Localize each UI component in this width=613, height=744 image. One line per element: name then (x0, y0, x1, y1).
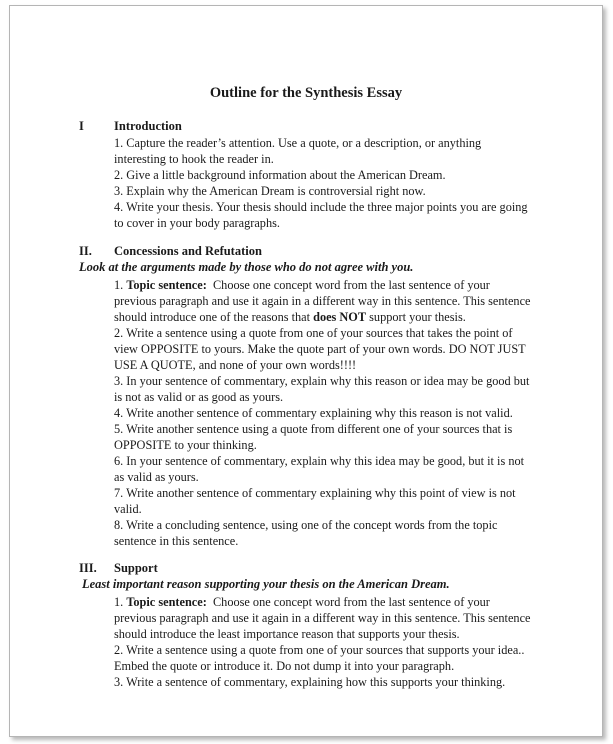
item-text: Choose one concept word from the last sentence of your previous paragraph and use it again in a different way in this sentence. This sentence should introduce one of the reasons that (114, 278, 531, 324)
section-items (114, 135, 534, 231)
section-items (114, 594, 534, 690)
section-heading: Concessions and Refutation (114, 244, 262, 258)
list-item (114, 594, 534, 642)
document-page (9, 5, 603, 737)
list-item: 2. Write a sentence using a quote from one of your sources that supports your idea.. Embed the quote or introduce it. Do not dump it into your paragraph. (114, 643, 525, 673)
section-number: II. (79, 244, 92, 258)
list-item: 1. Capture the reader’s attention. Use a quote, or a description, or anything interesting to hook the reader in. (114, 136, 482, 166)
list-item: 2. Write a sentence using a quote from one of your sources that takes the point of view OPPOSITE to yours. Make the quote part of your own words. DO NOT JUST USE A QUOTE, and none of your own words!!!! (114, 326, 526, 372)
section-heading: Introduction (114, 119, 182, 133)
list-item: 4. Write your thesis. Your thesis should include the three major points you are going to cover in your body paragraphs. (114, 200, 528, 230)
list-item: 7. Write another sentence of commentary explaining why this point of view is not valid. (114, 486, 516, 516)
topic-sentence-label: Topic sentence: (126, 278, 207, 292)
section-heading: Support (114, 561, 158, 575)
list-item: 6. In your sentence of commentary, explain why this idea may be good, but it is not as valid as yours. (114, 454, 525, 484)
section-subheading: Least important reason supporting your thesis on the American Dream. (82, 577, 450, 591)
section-number: I (79, 119, 84, 133)
topic-sentence-label: Topic sentence: (126, 595, 207, 609)
list-item: 3. Write a sentence of commentary, explaining how this supports your thinking. (114, 675, 506, 689)
list-item (114, 277, 534, 325)
list-item: 5. Write another sentence using a quote from different one of your sources that is OPPOSITE to your thinking. (114, 422, 513, 452)
list-item: 8. Write a concluding sentence, using one of the concept words from the topic sentence in this sentence. (114, 518, 498, 548)
section-items (114, 277, 534, 549)
emphasis-text: does NOT (313, 310, 367, 324)
page-title: Outline for the Synthesis Essay (209, 85, 403, 101)
list-item: 3. In your sentence of commentary, explain why this reason or idea may be good but is not as valid or as good as yours. (114, 374, 530, 404)
item-text: support your thesis. (369, 310, 466, 324)
item-text: Choose one concept word from the last sentence of your previous paragraph and use it again in a different way in this sentence. This sentence should introduce the least importance reason that supports your thesis. (114, 595, 531, 641)
list-item: 2. Give a little background information about the American Dream. (114, 168, 446, 182)
section-number: III. (79, 561, 97, 575)
section-subheading: Look at the arguments made by those who do not agree with you. (79, 260, 414, 274)
item-number: 1. (114, 278, 124, 292)
item-number: 1. (114, 595, 124, 609)
list-item: 4. Write another sentence of commentary explaining why this reason is not valid. (114, 406, 513, 420)
list-item: 3. Explain why the American Dream is controversial right now. (114, 184, 426, 198)
